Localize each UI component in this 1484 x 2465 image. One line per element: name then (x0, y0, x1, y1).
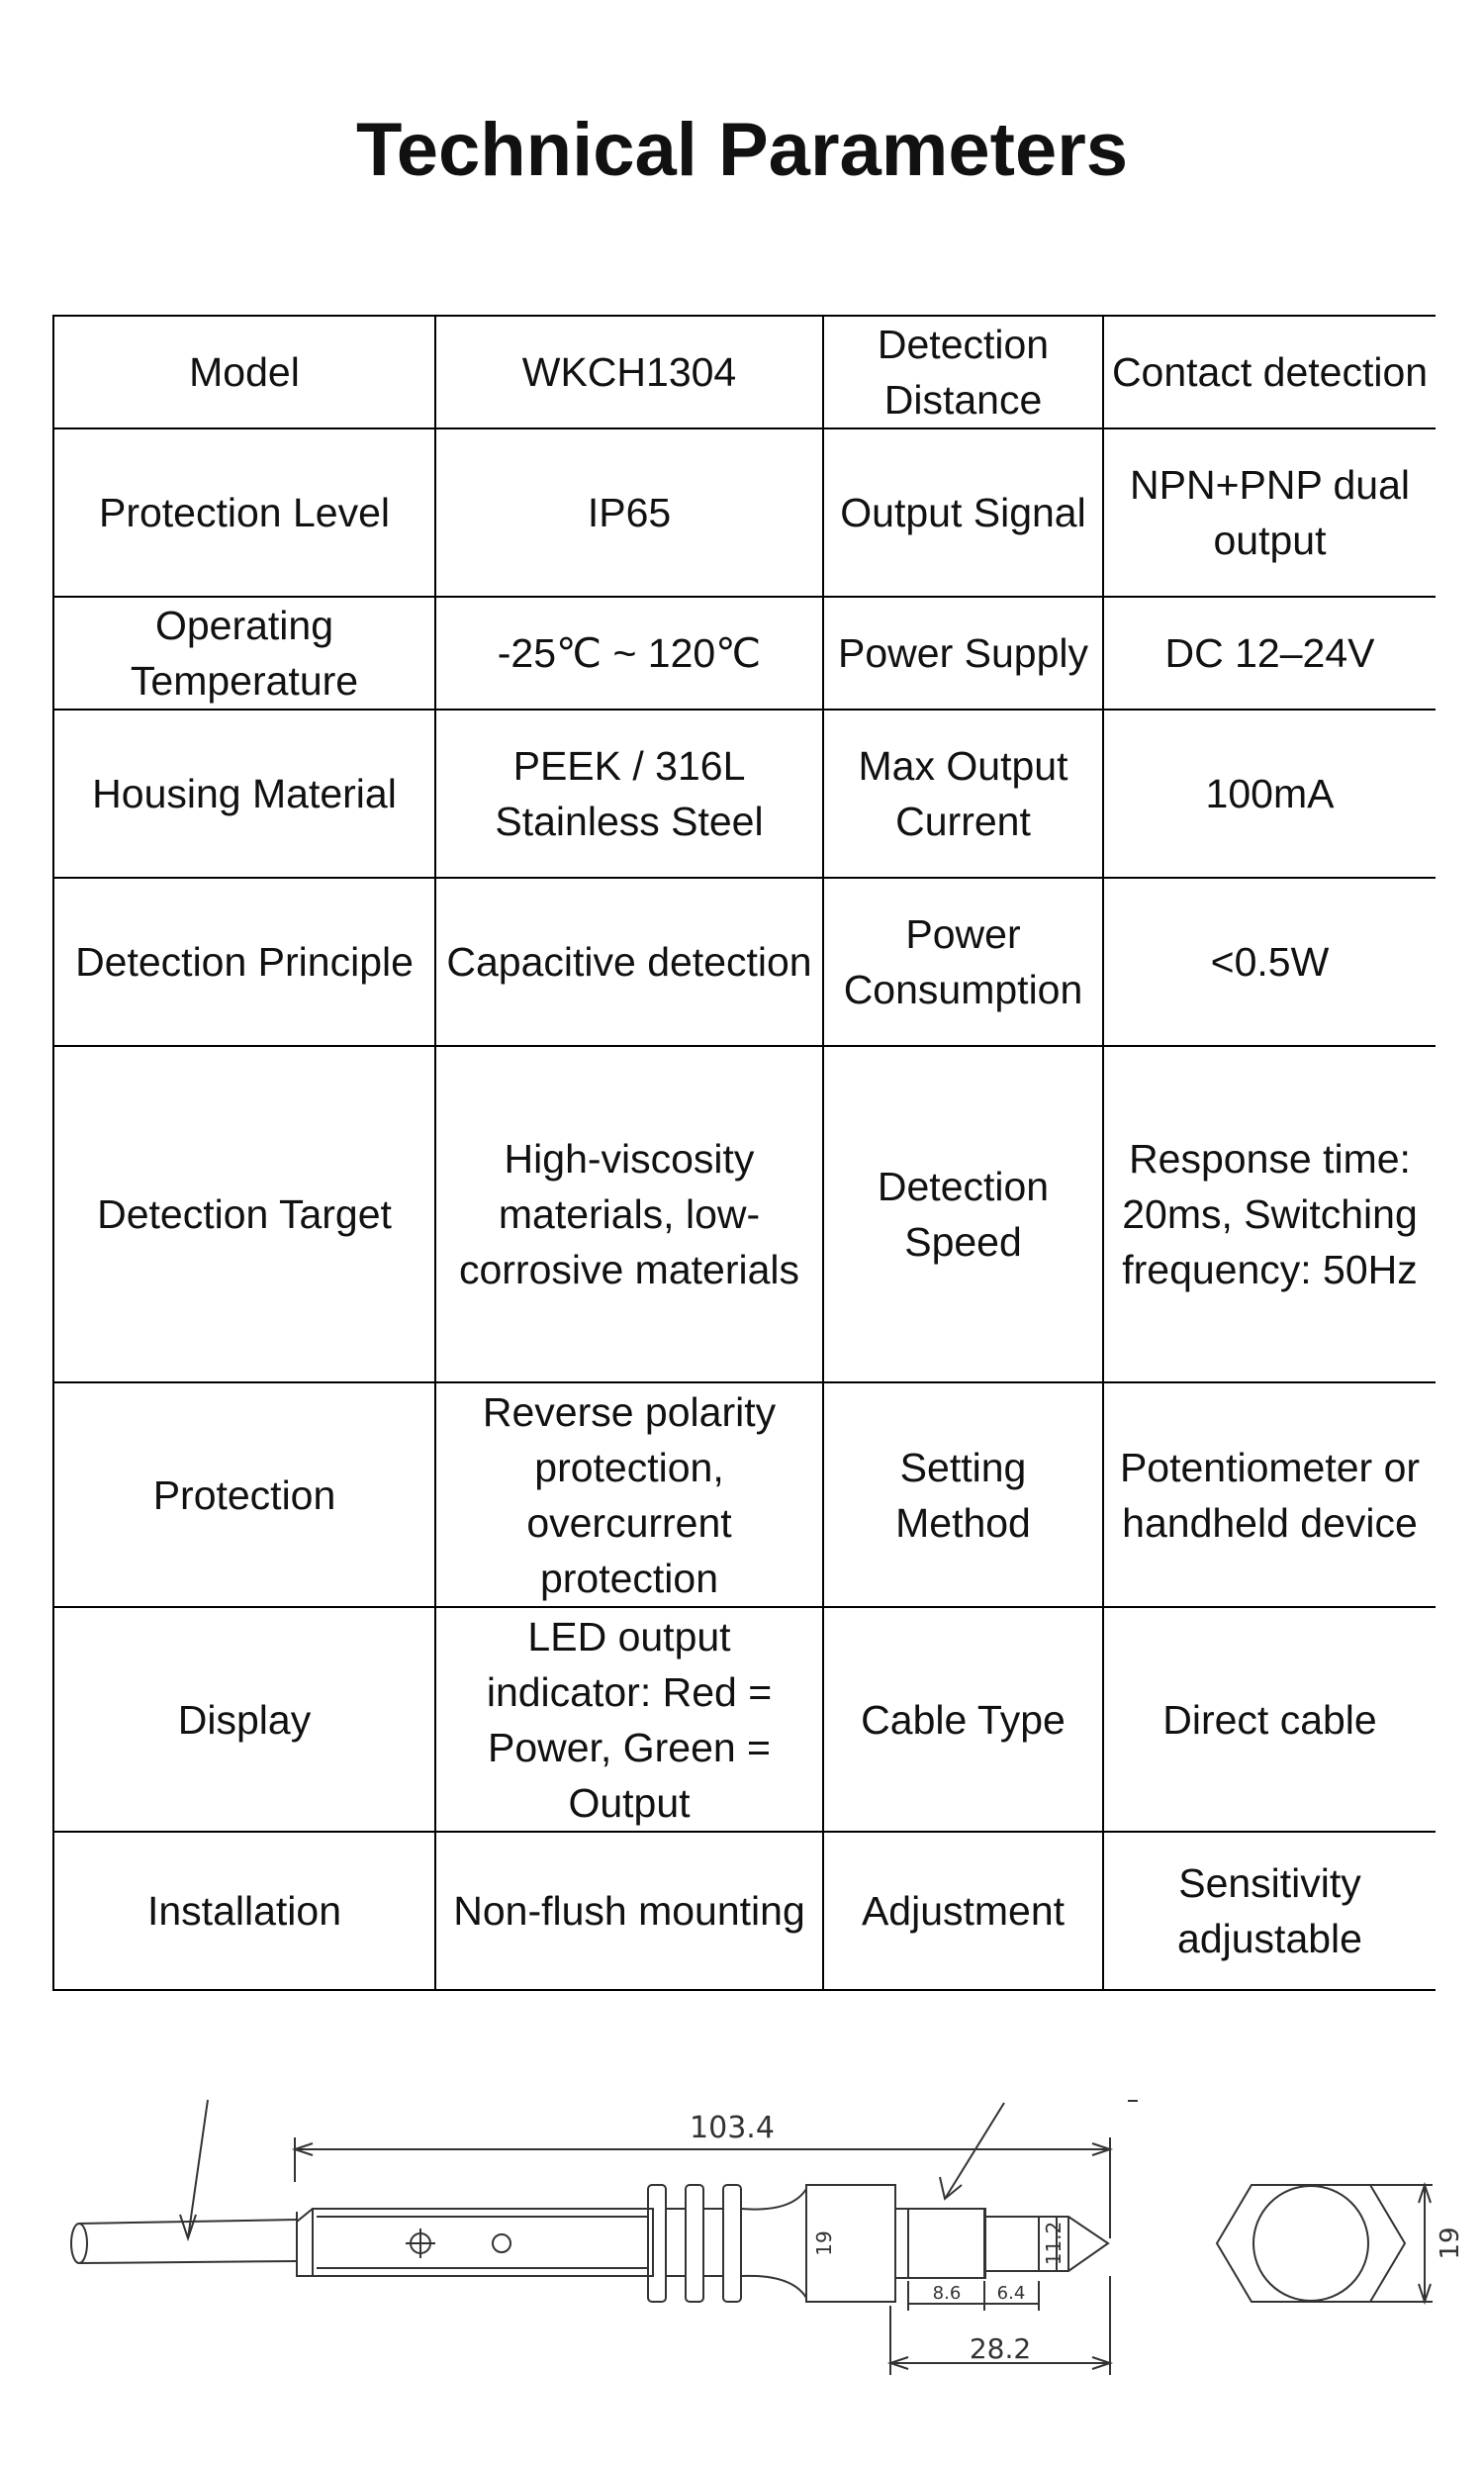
page-title: Technical Parameters (355, 108, 1129, 192)
param-value: Contact detection (1103, 316, 1436, 428)
dim-body-diameter: 19 (812, 2230, 836, 2256)
table-row (53, 1832, 1436, 1990)
sensor-neck (741, 2189, 806, 2298)
crosshair-mark (406, 2228, 435, 2258)
param-value: Capacitive detection (435, 878, 823, 1046)
param-value: 100mA (1103, 710, 1436, 878)
param-label: Detection Speed (823, 1046, 1103, 1382)
dim-total-length: 103.4 (690, 2111, 775, 2145)
param-label: Output Signal (823, 428, 1103, 597)
param-label: Detection Target (53, 1046, 435, 1382)
param-label: Detection Principle (53, 878, 435, 1046)
table-row (53, 1607, 1436, 1832)
table-row (53, 428, 1436, 597)
dim-tip-offset: 6.4 (996, 2283, 1026, 2304)
param-value: PEEK / 316L Stainless Steel (435, 710, 823, 878)
hole-mark (493, 2234, 510, 2252)
cable (71, 2212, 297, 2276)
param-label: Housing Material (53, 710, 435, 878)
param-value: -25℃ ~ 120℃ (435, 597, 823, 710)
table-row (53, 1382, 1436, 1607)
thread-section (895, 2209, 985, 2278)
param-label: Power Supply (823, 597, 1103, 710)
table-row (53, 316, 1436, 428)
grip-grooves (648, 2185, 741, 2302)
param-value: Direct cable (1103, 1607, 1436, 1832)
param-value: WKCH1304 (435, 316, 823, 428)
sensor-body (297, 2209, 653, 2276)
param-value: DC 12–24V (1103, 597, 1436, 710)
param-label: Protection (53, 1382, 435, 1607)
dim-tip-diameter: 11.2 (1042, 2221, 1066, 2266)
param-value: Sensitivity adjustable (1103, 1832, 1436, 1990)
table-row (53, 710, 1436, 878)
dim-thread-length: 8.6 (932, 2283, 962, 2304)
param-value: NPN+PNP dual output (1103, 428, 1436, 597)
param-value: Response time: 20ms, Switching frequency: 50Hz (1103, 1046, 1436, 1382)
param-value: <0.5W (1103, 878, 1436, 1046)
spec-table (52, 315, 1436, 1991)
table-row (53, 597, 1436, 710)
param-label: Operating Temperature (53, 597, 435, 710)
param-value: Reverse polarity protection, overcurrent protection (435, 1382, 823, 1607)
param-label: Adjustment (823, 1832, 1103, 1990)
param-label: Display (53, 1607, 435, 1832)
param-label: Model (53, 316, 435, 428)
dim-hex-size: 19 (1436, 2227, 1465, 2260)
table-row (53, 878, 1436, 1046)
param-value: LED output indicator: Red = Power, Green = Output (435, 1607, 823, 1832)
param-label: Max Output Current (823, 710, 1103, 878)
table-row (53, 1046, 1436, 1382)
param-label: Detection Distance (823, 316, 1103, 428)
param-value: High-viscosity materials, low-corrosive materials (435, 1046, 823, 1382)
hex-end-view (1217, 2185, 1433, 2302)
dimension-drawing (0, 2078, 1484, 2465)
cable-leader-arrow (180, 2100, 208, 2238)
param-value: Non-flush mounting (435, 1832, 823, 1990)
dim-tip-length: 28.2 (969, 2332, 1032, 2365)
param-label: Protection Level (53, 428, 435, 597)
param-label: Setting Method (823, 1382, 1103, 1607)
param-label: Cable Type (823, 1607, 1103, 1832)
param-value: Potentiometer or handheld device (1103, 1382, 1436, 1607)
thread-leader-arrow (940, 2103, 1004, 2199)
param-label: Installation (53, 1832, 435, 1990)
param-value: IP65 (435, 428, 823, 597)
param-label: Power Consumption (823, 878, 1103, 1046)
